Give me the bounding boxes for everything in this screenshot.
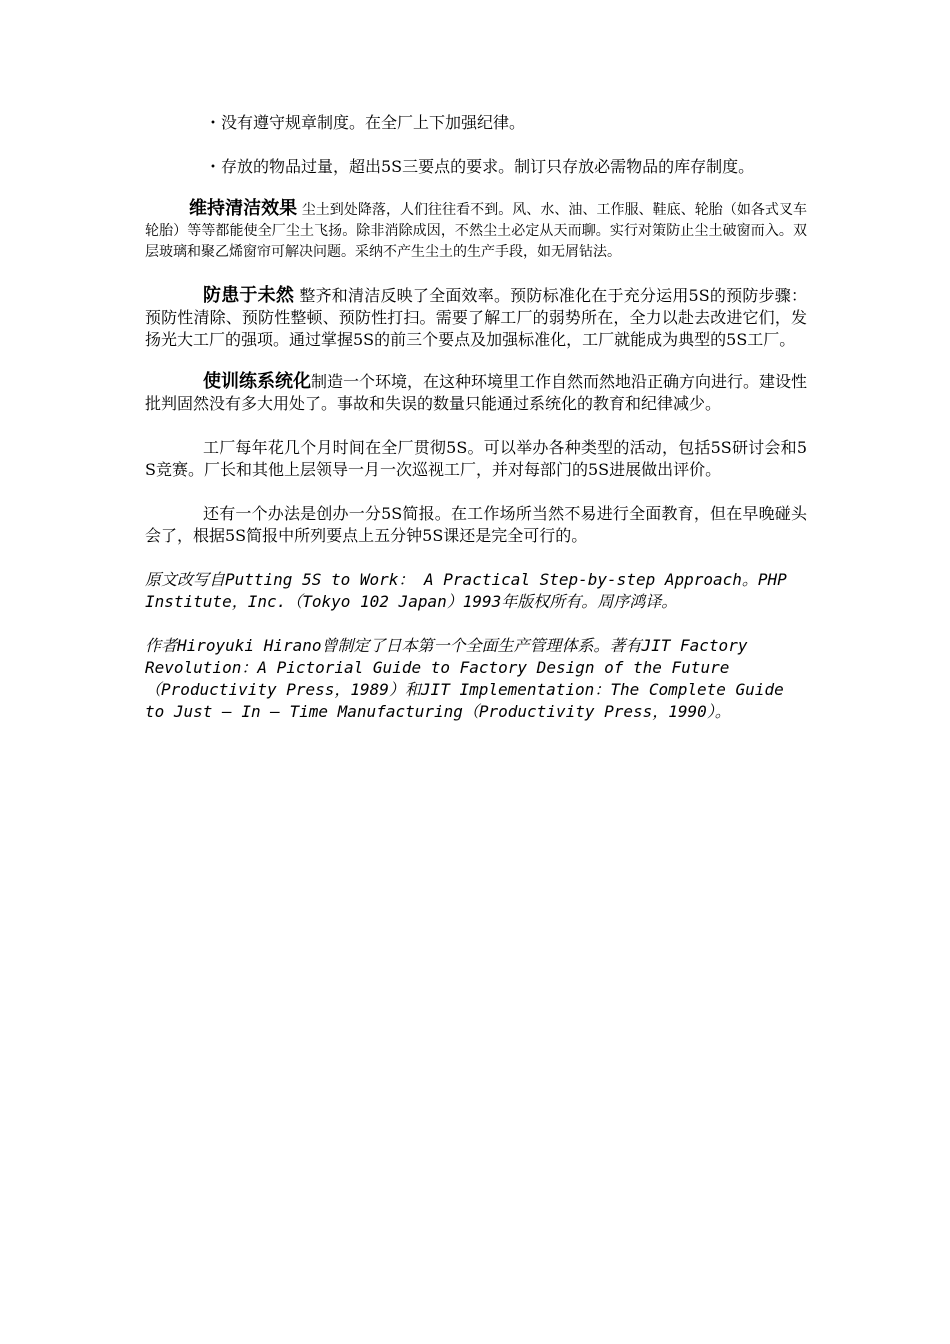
bullet-discipline: ・没有遵守规章制度。在全厂上下加强纪律。 [205, 113, 526, 132]
section-cleanliness [145, 198, 807, 263]
section-text-prevention: 整齐和清洁反映了全面效率。预防标准化在于充分运用5S的预防步骤：预防性清除、预防性整顿、预防性打扫。需要了解工厂的弱势所在，全力以赴去改进它们，发扬光大工厂的强项。通过掌握5S的前三个要点及加强标准化，工厂就能成为典型的5S工厂。 [145, 286, 807, 349]
section-heading-cleanliness: 维持清洁效果 [189, 198, 298, 219]
author-note: 作者Hiroyuki Hirano曾制定了日本第一个全面生产管理体系。著有JIT Factory Revolution：A Pictorial Guide to Factory Design of the Future（Productivity Press，1989）和JIT Implementation：The Complete Guide to Just – In – Time Manufacturing（Productivity Press，1990）。 [145, 636, 784, 721]
section-text-cleanliness: 尘土到处降落，人们往往看不到。风、水、油、工作服、鞋底、轮胎（如各式叉车轮胎）等等都能使全厂尘土飞扬。除非消除成因，不然尘土必定从天而聊。实行对策防止尘土破窗而入。双层玻璃和聚乙烯窗帘可解决问题。采纳不产生尘土的生产手段，如无屑钻法。 [145, 202, 808, 260]
source-note: 原文改写自Putting 5S to Work： A Practical Step-by-step Approach。PHP Institute，Inc.（Tokyo 102 Japan）1993年版权所有。周序鸿译。 [145, 570, 787, 611]
paragraph-factory-activities: 工厂每年花几个月时间在全厂贯彻5S。可以举办各种类型的活动，包括5S研讨会和5S竞赛。厂长和其他上层领导一月一次巡视工厂，并对每部门的5S进展做出评价。 [145, 438, 807, 479]
document-page [145, 112, 807, 723]
section-heading-prevention: 防患于未然 [203, 285, 295, 306]
section-heading-training: 使训练系统化 [203, 371, 311, 392]
bullet-inventory: ・存放的物品过量，超出5S三要点的要求。制订只存放必需物品的库存制度。 [205, 157, 755, 176]
paragraph-newsletter: 还有一个办法是创办一分5S简报。在工作场所当然不易进行全面教育，但在早晚碰头会了，根据5S简报中所列要点上五分钟5S课还是完全可行的。 [145, 504, 807, 545]
section-training [145, 371, 807, 415]
section-text-training: 制造一个环境，在这种环境里工作自然而然地沿正确方向进行。建设性批判固然没有多大用处了。事故和失误的数量只能通过系统化的教育和纪律减少。 [145, 372, 808, 413]
section-prevention [145, 285, 807, 351]
